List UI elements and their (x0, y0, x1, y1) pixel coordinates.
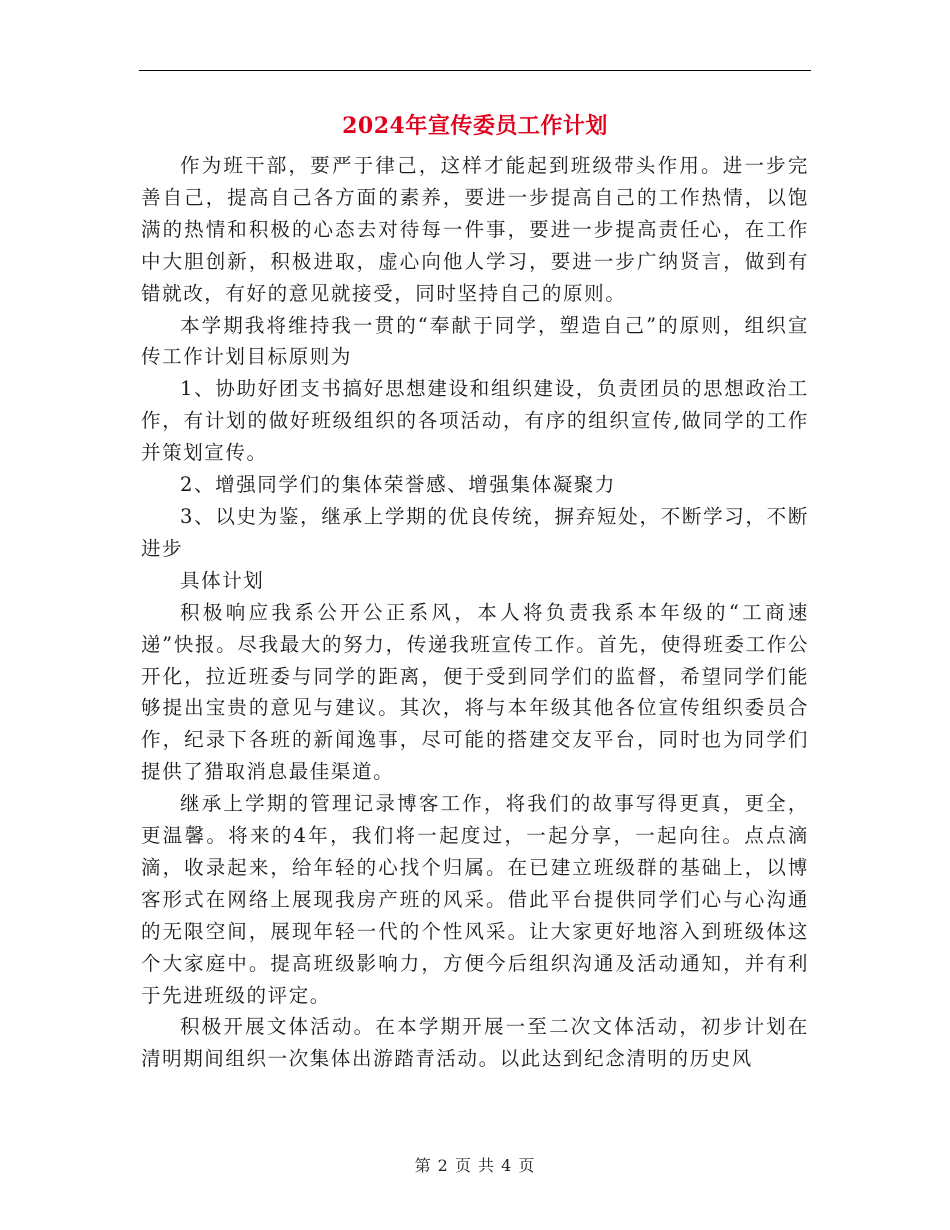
section-heading: 具体计划 (180, 568, 265, 592)
paragraph: 积极响应我系公开公正系风，本人将负责我系本年级的“工商速递”快报。尽我最大的努力，传递我班宣传工作。首先，使得班委工作公开化，拉近班委与同学的距离，便于受到同学们的监督，希望同学们能够提出宝贵的意见与建议。其次，将与本年级其他各位宣传组织委员合作，纪录下各班的新闻逸事，尽可能的搭建交友平台，同时也为同学们提供了猎取消息最佳渠道。 (141, 600, 809, 784)
document-title: 2024年宣传委员工作计划 (342, 113, 608, 139)
paragraph: 3、以史为鉴，继承上学期的优良传统，摒弃短处，不断学习，不断进步 (141, 504, 809, 560)
paragraph: 2、增强同学们的集体荣誉感、增强集体凝聚力 (180, 473, 617, 497)
paragraph: 1、协助好团支书搞好思想建设和组织建设，负责团员的思想政治工作，有计划的做好班级组织的各项活动，有序的组织宣传,做同学的工作并策划宣传。 (141, 377, 809, 465)
paragraph: 本学期我将维持我一贯的“奉献于同学，塑造自己”的原则，组织宣传工作计划目标原则为 (141, 313, 809, 369)
paragraph: 作为班干部，要严于律己，这样才能起到班级带头作用。进一步完善自己，提高自己各方面的素养，要进一步提高自己的工作热情，以饱满的热情和积极的心态去对待每一件事，要进一步提高责任心，在工作中大胆创新，积极进取，虚心向他人学习，要进一步广纳贤言，做到有错就改，有好的意见就接受，同时坚持自己的原则。 (141, 154, 809, 305)
page-number: 第 2 页 共 4 页 (414, 1156, 536, 1175)
paragraph: 积极开展文体活动。在本学期开展一至二次文体活动，初步计划在清明期间组织一次集体出游踏青活动。以此达到纪念清明的历史风 (141, 1015, 809, 1071)
paragraph: 继承上学期的管理记录博客工作，将我们的故事写得更真，更全，更温馨。将来的4年，我们将一起度过，一起分享，一起向往。点点滴滴，收录起来，给年轻的心找个归属。在已建立班级群的基础上，以博客形式在网络上展现我房产班的风采。借此平台提供同学们心与心沟通的无限空间，展现年轻一代的个性风采。让大家更好地溶入到班级体这个大家庭中。提高班级影响力，方便今后组织沟通及活动通知，并有利于先进班级的评定。 (141, 792, 809, 1007)
page-footer (0, 1154, 950, 1178)
header-rule (139, 70, 811, 71)
document-body (141, 150, 809, 1075)
